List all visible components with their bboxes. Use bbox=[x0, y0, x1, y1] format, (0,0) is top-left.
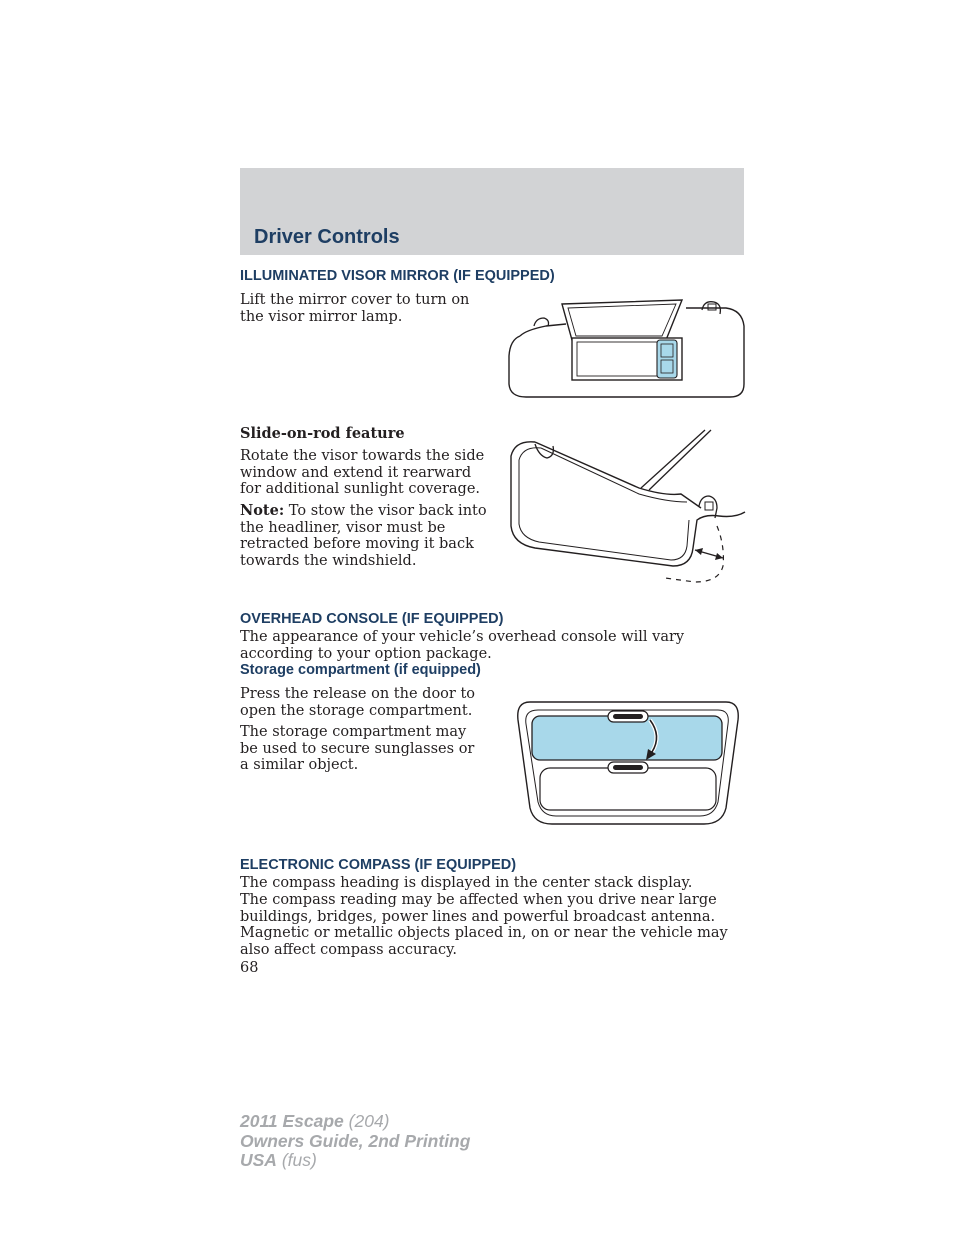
compass-text-1: The compass heading is displayed in the center stack display. bbox=[240, 875, 693, 891]
page-title: Driver Controls bbox=[254, 226, 400, 248]
storage-compartment-text-1: Press the release on the door to open the storage compartment. bbox=[240, 686, 475, 719]
footer-model-code: (204) bbox=[343, 1111, 390, 1131]
visor-mirror-heading: ILLUMINATED VISOR MIRROR (IF EQUIPPED) bbox=[240, 268, 555, 284]
footer-model: 2011 Escape bbox=[240, 1111, 344, 1131]
storage-compartment-heading: Storage compartment (if equipped) bbox=[240, 662, 481, 678]
footer-guide: Owners Guide, 2nd Printing bbox=[240, 1130, 471, 1151]
slide-on-rod-illustration bbox=[505, 426, 749, 588]
footer bbox=[240, 1112, 470, 1171]
slide-on-rod-note bbox=[240, 503, 488, 569]
storage-compartment-text-2: The storage compartment may be used to secure sunglasses or a similar object. bbox=[240, 724, 475, 774]
overhead-console-heading: OVERHEAD CONSOLE (IF EQUIPPED) bbox=[240, 611, 504, 627]
slide-on-rod-text: Rotate the visor towards the side window and extend it rearward for additional sunlight coverage. bbox=[240, 448, 485, 498]
note-text: To stow the visor back into the headliner, visor must be retracted before moving it back towards the windshield. bbox=[240, 503, 487, 569]
visor-mirror-illustration bbox=[506, 296, 748, 402]
header-band bbox=[240, 168, 744, 255]
visor-mirror-text: Lift the mirror cover to turn on the visor mirror lamp. bbox=[240, 292, 470, 325]
footer-region-code: (fus) bbox=[276, 1150, 317, 1170]
footer-region: USA bbox=[240, 1150, 277, 1170]
page-number: 68 bbox=[240, 960, 259, 976]
overhead-console-text: The appearance of your vehicle’s overhead console will vary according to your option package. bbox=[240, 629, 685, 662]
compass-heading: ELECTRONIC COMPASS (IF EQUIPPED) bbox=[240, 857, 517, 873]
note-label: Note: bbox=[240, 502, 285, 519]
compass-text-2: The compass reading may be affected when you drive near large buildings, bridges, power lines and powerful broadcast antenna. Magnetic or metallic objects placed in, on or near the vehicle may also affect compass accuracy. bbox=[240, 892, 728, 958]
slide-on-rod-heading: Slide-on-rod feature bbox=[240, 425, 405, 442]
overhead-console-illustration bbox=[514, 700, 742, 828]
